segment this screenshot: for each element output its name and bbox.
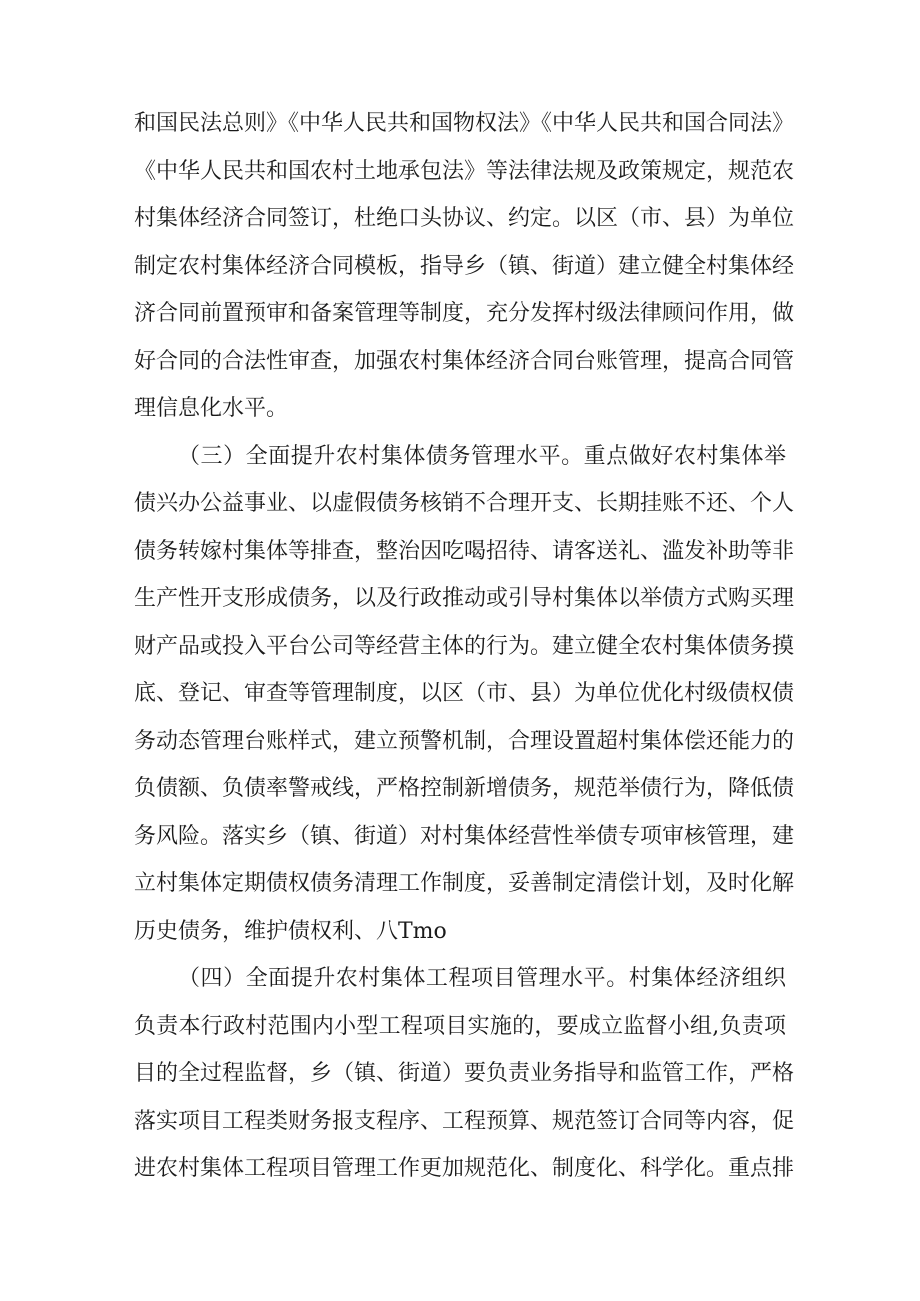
text-line: 制定农村集体经济合同模板，指导乡（镇、街道）建立健全村集体经 xyxy=(134,253,795,279)
document-body xyxy=(134,111,795,1206)
paragraph-debt-management xyxy=(134,443,795,944)
paragraph-project-management xyxy=(134,966,795,1181)
text-line: 务动态管理台账样式，建立预警机制，合理设置超村集体偿还能力的 xyxy=(134,728,795,754)
text-line: 务风险。落实乡（镇、街道）对村集体经营性举债专项审核管理，建 xyxy=(134,823,795,849)
text-line: 和国民法总则》《中华人民共和国物权法》《中华人民共和国合同法》 xyxy=(134,111,795,136)
text-line: 债务转嫁村集体等排查，整治因吃喝招待、请客送礼、滥发补助等非 xyxy=(134,538,795,564)
text-line: 村集体经济合同签订，杜绝口头协议、约定。以区（市、县）为单位 xyxy=(134,206,795,231)
text-line: 济合同前置预审和备案管理等制度，充分发挥村级法律顾问作用，做 xyxy=(134,301,795,326)
text-line: 进农村集体工程项目管理工作更加规范化、制度化、科学化。重点排 xyxy=(134,1156,795,1181)
text-line: 生产性开支形成债务，以及行政推动或引导村集体以举债方式购买理 xyxy=(134,586,795,611)
text-line: （三）全面提升农村集体债务管理水平。重点做好农村集体举 xyxy=(178,443,786,469)
text-line: （四）全面提升农村集体工程项目管理水平。村集体经济组织 xyxy=(178,966,786,991)
text-line: 债兴办公益事业、以虚假债务核销不合理开支、长期挂账不还、个人 xyxy=(134,491,795,516)
text-line: 好合同的合法性审查，加强农村集体经济合同台账管理，提高合同管 xyxy=(134,348,795,374)
text-line: 负债额、负债率警戒线，严格控制新增债务，规范举债行为，降低债 xyxy=(134,776,795,801)
text-line: 目的全过程监督，乡（镇、街道）要负责业务指导和监管工作，严格 xyxy=(134,1061,795,1086)
text-line: 《中华人民共和国农村土地承包法》等法律法规及政策规定，规范农 xyxy=(134,158,795,184)
text-line: 理信息化水平。 xyxy=(134,396,289,421)
paragraph-contract-management xyxy=(134,111,795,421)
text-line: 立村集体定期债权债务清理工作制度，妥善制定清偿计划，及时化解 xyxy=(134,871,795,896)
text-line: 底、登记、审查等管理制度，以区（市、县）为单位优化村级债权债 xyxy=(134,681,795,706)
text-line: 历史债务，维护债权利、八Tmo xyxy=(134,918,447,944)
text-line: 负责本行政村范围内小型工程项目实施的，要成立监督小组,负责项 xyxy=(134,1013,786,1039)
text-line: 落实项目工程类财务报支程序、工程预算、规范签订合同等内容，促 xyxy=(134,1108,795,1134)
text-line: 财产品或投入平台公司等经营主体的行为。建立健全农村集体债务摸 xyxy=(134,633,795,659)
